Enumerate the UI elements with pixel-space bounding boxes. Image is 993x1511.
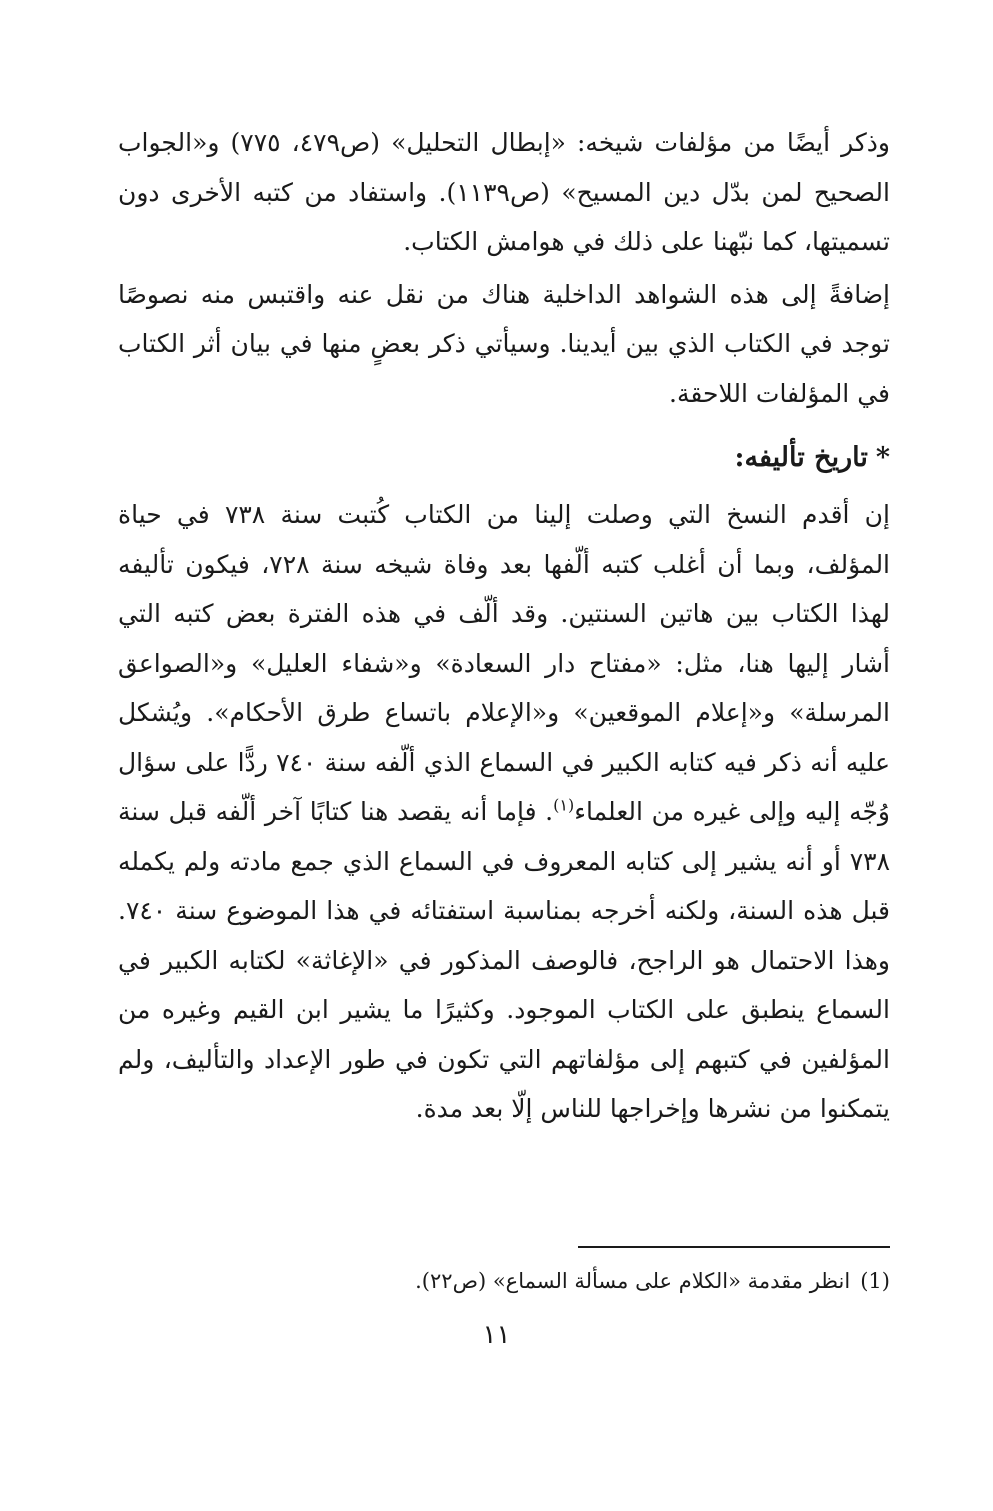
section-heading — [118, 436, 890, 480]
footnote — [118, 1264, 890, 1298]
footnote-number: (1) — [860, 1269, 890, 1293]
paragraph-1: وذكر أيضًا من مؤلفات شيخه: «إبطال التحليل» (ص٤٧٩، ٧٧٥) و«الجواب الصحيح لمن بدّل دين المسيح» (ص١١٣٩). واستفاد من كتبه الأخرى دون تسميتها، كما نبّهنا على ذلك في هوامش الكتاب. — [118, 128, 890, 256]
paragraph-3-part-2: . فإما أنه يقصد هنا كتابًا آخر ألّفه قبل سنة ٧٣٨ أو أنه يشير إلى كتابه المعروف في السماع الذي جمع مادته ولم يكمله قبل هذه السنة، ولكنه أخرجه بمناسبة استفتائه في هذا الموضوع سنة ٧٤٠. وهذا الاحتمال هو الراجح، فالوصف المذكور في «الإغاثة» لكتابه الكبير في السماع ينطبق على الكتاب الموجود. وكثيرًا ما يشير ابن القيم وغيره من المؤلفين في كتبهم إلى مؤلفاتهم التي تكون في طور الإعداد والتأليف، ولم يتمكنوا من نشرها وإخراجها للناس إلّا بعد مدة. — [118, 797, 891, 1123]
page-number: ١١ — [482, 1320, 511, 1350]
heading-star-marker: * — [875, 442, 890, 473]
footnote-reference[interactable]: (١) — [553, 795, 575, 815]
section-title: تاريخ تأليفه: — [734, 442, 868, 473]
paragraph-3-part-1: إن أقدم النسخ التي وصلت إلينا من الكتاب كُتبت سنة ٧٣٨ في حياة المؤلف، وبما أن أغلب كتبه ألّفها بعد وفاة شيخه سنة ٧٢٨، فيكون تأليفه لهذا الكتاب بين هاتين السنتين. وقد ألّف في هذه الفترة بعض كتبه التي أشار إليها هنا، مثل: «مفتاح دار السعادة» و«شفاء العليل» و«الصواعق المرسلة» و«إعلام الموقعين» و«الإعلام باتساع طرق الأحكام». ويُشكل عليه أنه ذكر فيه كتابه الكبير في السماع الذي ألّفه سنة ٧٤٠ ردًّا على سؤال وُجّه إليه وإلى غيره من العلماء — [118, 500, 891, 826]
footnote-text: انظر مقدمة «الكلام على مسألة السماع» (ص٢٢). — [415, 1269, 851, 1293]
paragraph-2: إضافةً إلى هذه الشواهد الداخلية هناك من نقل عنه واقتبس منه نصوصًا توجد في الكتاب الذي بين أيدينا. وسيأتي ذكر بعضٍ منها في بيان أثر الكتاب في المؤلفات اللاحقة. — [118, 279, 890, 408]
footnote-divider — [578, 1246, 890, 1248]
page-body — [118, 118, 890, 1134]
paragraph-3 — [118, 490, 890, 1134]
